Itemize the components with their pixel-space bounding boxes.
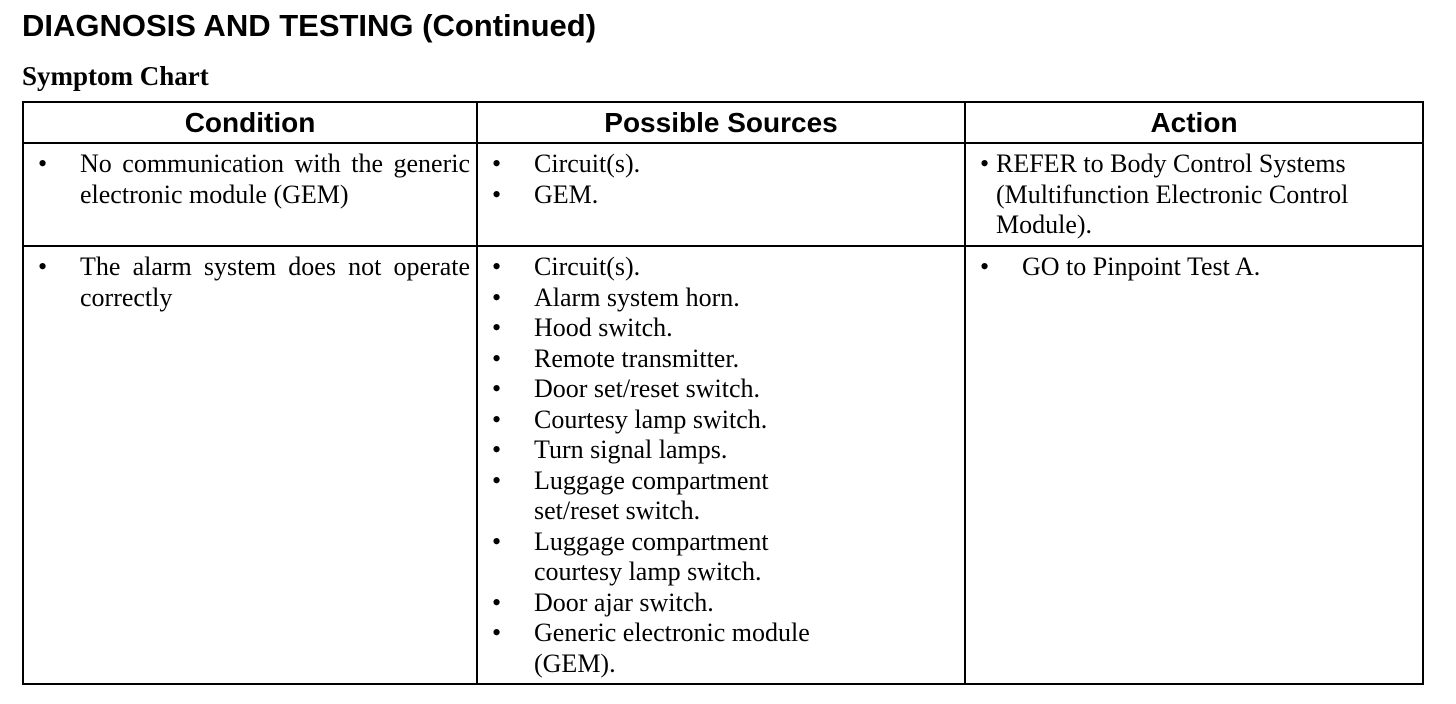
column-header-condition: Condition xyxy=(23,102,477,143)
condition-item: • No communication with the generic electronic module (GEM) xyxy=(24,149,476,210)
source-item: • Door ajar switch. xyxy=(478,588,964,619)
sources-list xyxy=(478,252,964,679)
source-item: • Turn signal lamps. xyxy=(478,435,964,466)
source-item: • GEM. xyxy=(478,180,964,211)
action-list xyxy=(966,149,1422,241)
condition-list xyxy=(24,252,476,313)
condition-cell xyxy=(23,143,477,246)
source-item: • Hood switch. xyxy=(478,313,964,344)
table-row xyxy=(23,246,1423,684)
page-title: DIAGNOSIS AND TESTING (Continued) xyxy=(22,8,597,43)
table-header-row xyxy=(23,102,1423,143)
symptom-chart-table xyxy=(22,101,1424,685)
table-row xyxy=(23,143,1423,246)
action-item: • REFER to Body Control Systems (Multifunction Electronic Control Module). xyxy=(966,149,1422,241)
action-cell xyxy=(965,143,1423,246)
source-item: • Circuit(s). xyxy=(478,149,964,180)
source-item: • Luggage compartment set/reset switch. xyxy=(478,466,964,527)
sources-list xyxy=(478,149,964,210)
condition-item: • The alarm system does not operate correctly xyxy=(24,252,476,313)
action-list xyxy=(966,252,1422,283)
condition-list xyxy=(24,149,476,210)
source-item: • Remote transmitter. xyxy=(478,344,964,375)
section-title: Symptom Chart xyxy=(22,61,209,91)
source-item: • Luggage compartment courtesy lamp switch. xyxy=(478,527,964,588)
source-item: • Door set/reset switch. xyxy=(478,374,964,405)
source-item: • Circuit(s). xyxy=(478,252,964,283)
condition-cell xyxy=(23,246,477,684)
column-header-possible-sources: Possible Sources xyxy=(477,102,965,143)
possible-sources-cell xyxy=(477,143,965,246)
source-item: • Alarm system horn. xyxy=(478,283,964,314)
column-header-action: Action xyxy=(965,102,1423,143)
action-item: • GO to Pinpoint Test A. xyxy=(966,252,1422,283)
source-item: • Generic electronic module (GEM). xyxy=(478,618,964,679)
source-item: • Courtesy lamp switch. xyxy=(478,405,964,436)
action-cell xyxy=(965,246,1423,684)
possible-sources-cell xyxy=(477,246,965,684)
